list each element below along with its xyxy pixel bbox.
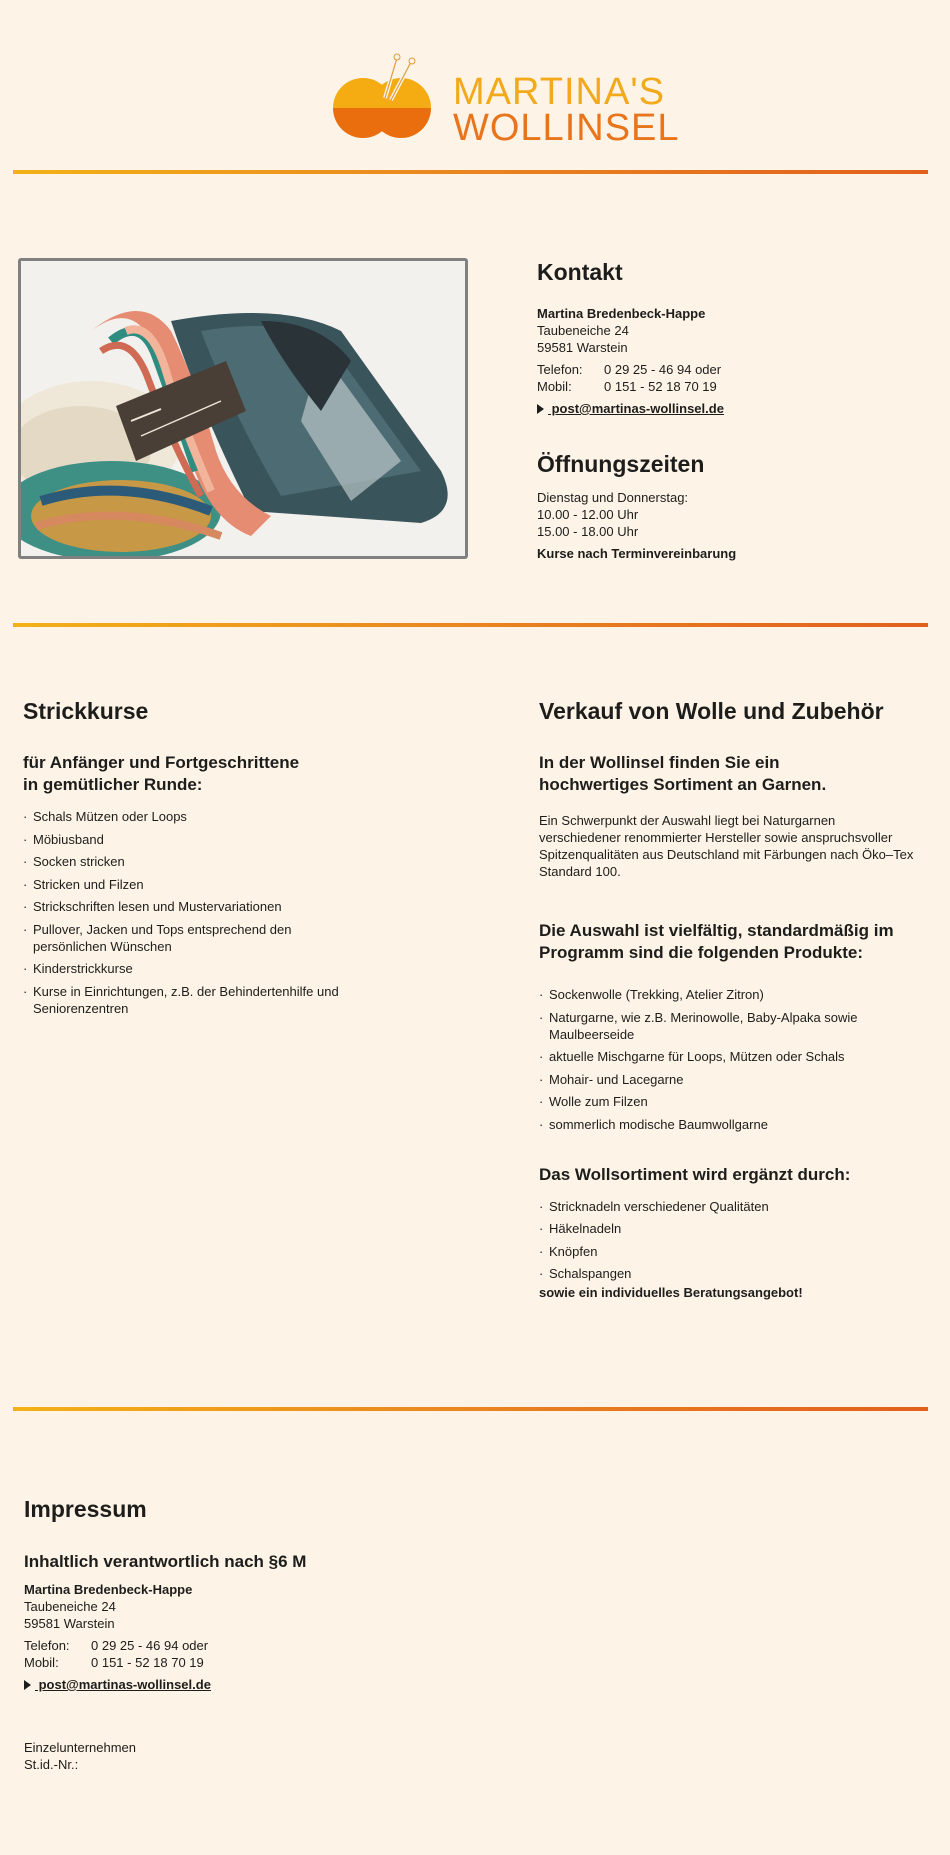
phone-number[interactable]: 0 29 25 - 46 94 oder [91,1638,209,1653]
sales-closing: sowie ein individuelles Beratungsangebot! [539,1285,803,1300]
mobile-label: Mobil: [24,1655,59,1670]
imprint-email-link[interactable] [24,1676,444,1693]
hours-slot-1: 10.00 - 12.00 Uhr [537,507,639,522]
courses-title: Strickkurse [23,698,149,724]
list-item: · Stricknadeln verschiedener Qualitäten [539,1198,769,1214]
imprint-section [24,1495,444,1773]
list-item: · Stricken und Filzen [23,876,144,892]
imprint-city: 59581 Warstein [24,1616,115,1631]
list-item: · Sockenwolle (Trekking, Atelier Zitron) [539,987,764,1002]
list-item: · Schals Mützen oder Loops [23,809,187,824]
hours-note: Kurse nach Terminvereinbarung [537,546,737,561]
list-item: · aktuelle Mischgarne für Loops, Mützen oder Schals [539,1049,845,1064]
products-list [539,986,879,1133]
extras-list [539,1198,919,1283]
yarn-photo [18,258,468,559]
phone-label: Telefon: [537,362,583,377]
list-item: · Häkelnadeln [539,1221,622,1236]
mobile-label: Mobil: [537,379,572,394]
sales-title: Verkauf von Wolle und Zubehör [539,698,884,724]
contact-title: Kontakt [537,259,623,285]
list-item: · Naturgarne, wie z.B. Merinowolle, Baby-Alpaka sowie Maulbeerseide [539,1009,858,1042]
divider-top [13,170,928,174]
contact-city: 59581 Warstein [537,340,628,355]
list-item: · Kinderstrickkurse [23,961,133,976]
imprint-title: Impressum [24,1496,147,1522]
phone-label: Telefon: [24,1638,70,1653]
extras-title: Das Wollsortiment wird ergänzt durch: [539,1164,851,1184]
sales-subtitle: In der Wollinsel finden Sie ein hochwertiges Sortiment an Garnen. [539,753,827,794]
contact-mobile-row [537,378,927,395]
list-item: · Mohair- und Lacegarne [539,1071,684,1087]
list-item: · Knöpfen [539,1243,598,1259]
contact-email[interactable]: post@martinas-wollinsel.de [548,401,724,416]
imprint-subtitle: Inhaltlich verantwortlich nach §6 M [24,1552,307,1571]
products-title: Die Auswahl ist vielfältig, standardmäßig im Programm sind die folgenden Produkte: [539,921,894,962]
hours-section [537,450,927,562]
sales-section [539,697,919,1301]
imprint-name: Martina Bredenbeck-Happe [24,1582,193,1597]
contact-name: Martina Bredenbeck-Happe [537,306,706,321]
courses-list [23,808,383,1017]
list-item: · Kurse in Einrichtungen, z.B. der Behindertenhilfe und Seniorenzentren [23,983,339,1016]
courses-subtitle-1: für Anfänger und Fortgeschrittene [23,753,300,772]
divider-middle [13,623,928,627]
hours-days: Dienstag und Donnerstag: [537,490,689,505]
imprint-company: Einzelunternehmen [24,1740,137,1755]
contact-email-link[interactable] [537,400,927,417]
imprint-phone-row [24,1637,444,1654]
list-item: · Wolle zum Filzen [539,1094,648,1109]
list-item: · Socken stricken [23,854,125,869]
contact-street: Taubeneiche 24 [537,323,629,338]
list-item: · Strickschriften lesen und Mustervariationen [23,899,282,914]
imprint-tax-id: St.id.-Nr.: [24,1757,79,1772]
triangle-right-icon [537,404,544,414]
triangle-right-icon [24,1680,31,1690]
divider-bottom [13,1407,928,1411]
site-logo[interactable] [333,52,680,149]
sales-paragraph: Ein Schwerpunkt der Auswahl liegt bei Naturgarnen verschiedener renommierter Hersteller sowie anspruchsvoller Spitzenqualitäten aus Deutschland mit Färbungen nach Öko–Tex Standard 100. [539,813,914,879]
mobile-number[interactable]: 0 151 - 52 18 70 19 [604,379,717,394]
list-item: · Pullover, Jacken und Tops entsprechend den persönlichen Wünschen [23,921,292,954]
mobile-number[interactable]: 0 151 - 52 18 70 19 [91,1655,204,1670]
hours-title: Öffnungszeiten [537,451,705,477]
list-item: · sommerlich modische Baumwollgarne [539,1116,768,1132]
contact-section [537,258,927,417]
courses-section [23,697,383,1022]
phone-number[interactable]: 0 29 25 - 46 94 oder [604,362,722,377]
list-item: · Schalspangen [539,1266,632,1281]
logo-wordmark [453,71,680,149]
imprint-mobile-row [24,1654,444,1671]
imprint-street: Taubeneiche 24 [24,1599,116,1614]
list-item: · Möbiusband [23,831,104,847]
imprint-email[interactable]: post@martinas-wollinsel.de [35,1677,211,1692]
logo-line-1: MARTINA'S [453,71,665,113]
yarn-balls-icon [333,52,443,144]
hours-slot-2: 15.00 - 18.00 Uhr [537,524,639,539]
courses-subtitle-2: in gemütlicher Runde: [23,775,203,794]
logo-line-2: WOLLINSEL [453,107,680,149]
contact-phone-row [537,361,927,378]
